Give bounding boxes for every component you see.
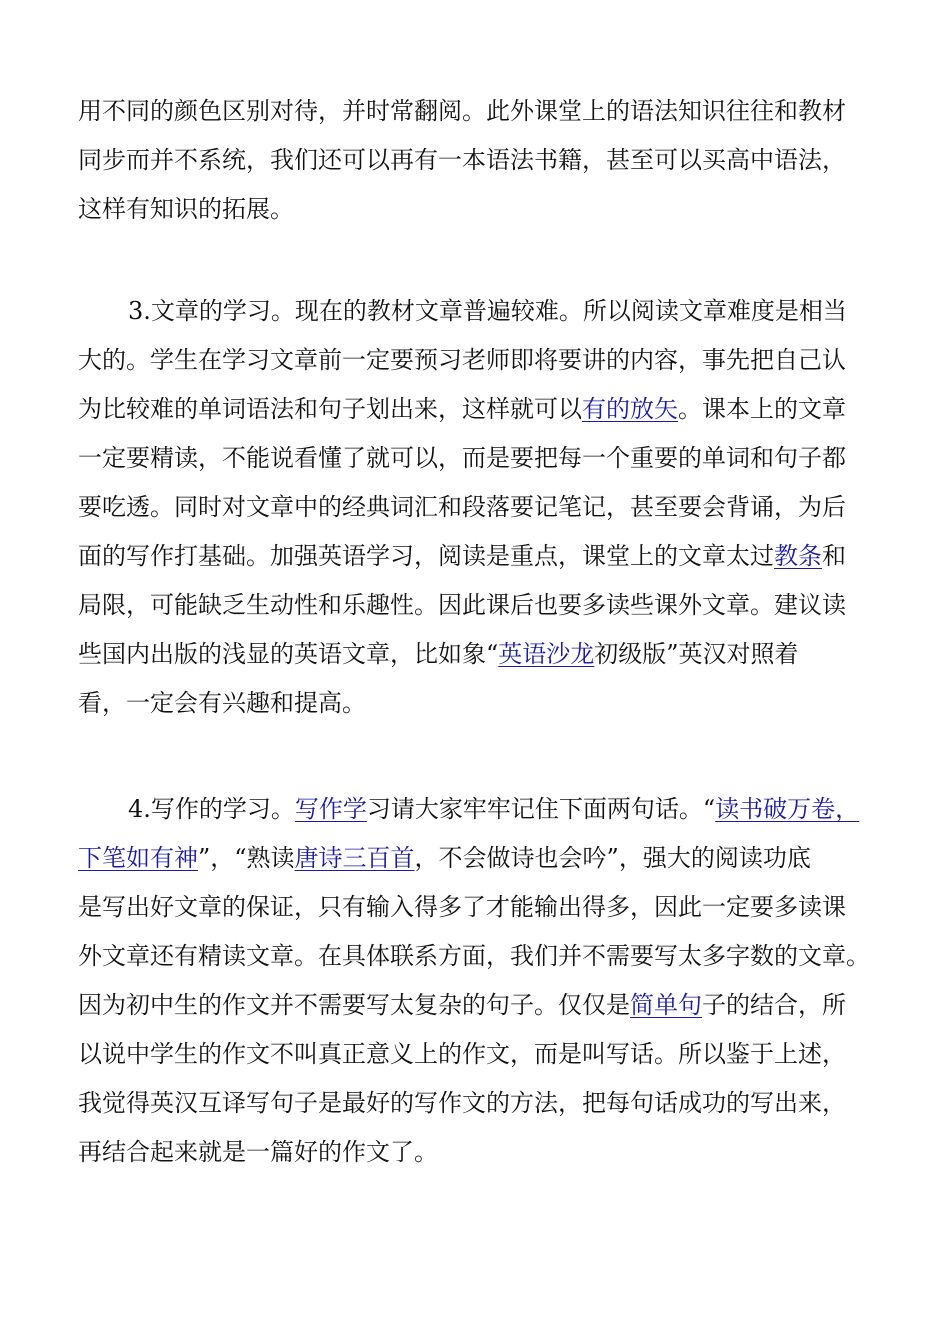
paragraph-grammar-continuation: [78, 87, 890, 234]
text-segment: 些国内出版的浅显的英语文章，比如象“: [78, 640, 499, 668]
text-line: 以说中学生的作文不叫真正意义上的作文，而是叫写话。所以鉴于上述，: [78, 1040, 846, 1068]
text-segment: 。课本上的文章: [678, 395, 846, 423]
text-segment: 为比较难的单词语法和句子划出来，这样就可以: [78, 395, 582, 423]
paragraph-article-learning: [78, 287, 890, 728]
text-line: [78, 834, 890, 883]
text-line: 看，一定会有兴趣和提高。: [78, 689, 366, 717]
text-line: 用不同的颜色区别对待，并时常翻阅。此外课堂上的语法知识往往和教材: [78, 97, 846, 125]
text-line: 同步而并不系统，我们还可以再有一本语法书籍，甚至可以买高中语法，: [78, 146, 846, 174]
link-read-ten-thousand-volumes[interactable]: 读书破万卷，: [715, 795, 860, 823]
text-line: [78, 385, 890, 434]
text-line: 大的。学生在学习文章前一定要预习老师即将要讲的内容，事先把自己认: [78, 346, 846, 374]
paragraph-writing-learning: [78, 785, 890, 1177]
text-line: [78, 630, 890, 679]
text-segment: ，不会做诗也会吟”，强大的阅读功底: [414, 844, 811, 872]
text-line: 3.文章的学习。现在的教材文章普遍较难。所以阅读文章难度是相当: [128, 297, 847, 325]
text-line: 局限，可能缺乏生动性和乐趣性。因此课后也要多读些课外文章。建议读: [78, 591, 846, 619]
text-segment: 因为初中生的作文并不需要写太复杂的句子。仅仅是: [78, 991, 630, 1019]
text-line: 这样有知识的拓展。: [78, 195, 294, 223]
link-english-salon[interactable]: 英语沙龙: [498, 640, 595, 668]
text-line: [78, 981, 890, 1030]
text-line: 要吃透。同时对文章中的经典词汇和段落要记笔记，甚至要会背诵，为后: [78, 493, 846, 521]
link-simple-sentence[interactable]: 简单句: [630, 991, 702, 1019]
text-line: 是写出好文章的保证，只有输入得多了才能输出得多，因此一定要多读课: [78, 893, 846, 921]
text-line: 外文章还有精读文章。在具体联系方面，我们并不需要写太多字数的文章。: [78, 942, 870, 970]
link-three-hundred-tang-poems[interactable]: 唐诗三百首: [294, 844, 415, 872]
text-segment: 子的结合，所: [702, 991, 846, 1019]
link-write-with-inspiration[interactable]: 下笔如有神: [78, 844, 198, 872]
link-writing-study[interactable]: 写作学: [294, 795, 367, 823]
text-segment: ”，“熟读: [198, 844, 295, 872]
text-line: [78, 785, 890, 834]
text-line: [78, 532, 890, 581]
link-you-de-fang-shi[interactable]: 有的放矢: [582, 395, 678, 423]
text-line: 一定要精读，不能说看懂了就可以，而是要把每一个重要的单词和句子都: [78, 444, 846, 472]
text-segment: 面的写作打基础。加强英语学习，阅读是重点，课堂上的文章太过: [78, 542, 774, 570]
text-segment: 4.写作的学习。: [128, 795, 295, 823]
text-segment: 和: [822, 542, 846, 570]
text-segment: 初级版”英汉对照着: [594, 640, 799, 668]
text-segment: 习请大家牢牢记住下面两句话。“: [366, 795, 716, 823]
link-jiao-tiao[interactable]: 教条: [774, 542, 822, 570]
text-line: 再结合起来就是一篇好的作文了。: [78, 1138, 438, 1166]
text-line: 我觉得英汉互译写句子是最好的写作文的方法，把每句话成功的写出来，: [78, 1089, 846, 1117]
